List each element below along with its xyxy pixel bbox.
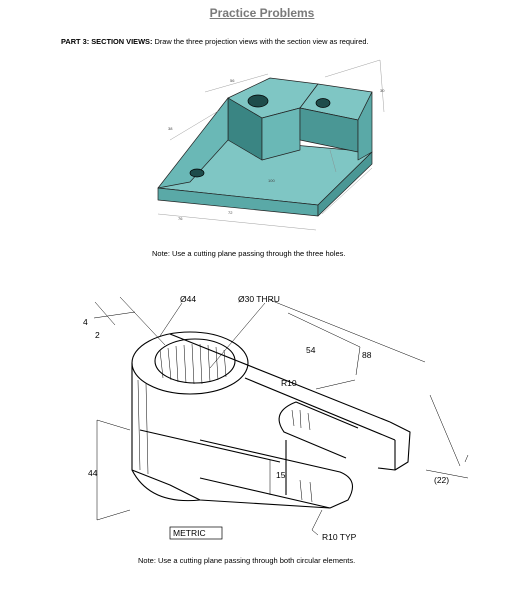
lower-body bbox=[132, 470, 330, 508]
dim-15: 15 bbox=[276, 470, 286, 480]
dim-54: 54 bbox=[306, 345, 316, 355]
figure-1-note: Note: Use a cutting plane passing through the three holes. bbox=[152, 249, 346, 258]
arm-end bbox=[378, 422, 410, 470]
dim-22: (22) bbox=[434, 475, 450, 485]
arm-top-edge-2 bbox=[245, 378, 395, 440]
dim-r10-typ: R10 TYP bbox=[322, 532, 357, 542]
figure-2-note: Note: Use a cutting plane passing through both circular elements. bbox=[138, 556, 356, 565]
dim-4: 4 bbox=[83, 317, 88, 327]
metric-label: METRIC bbox=[173, 528, 206, 538]
fig1-dim-30: 30 bbox=[380, 88, 385, 93]
dim-44: 44 bbox=[88, 468, 98, 478]
dim-dia-44: Ø44 bbox=[180, 294, 197, 304]
fig1-dim-38: 38 bbox=[168, 126, 173, 131]
dim-88: 88 bbox=[362, 350, 372, 360]
dim-2: 2 bbox=[95, 330, 100, 340]
part-instruction: Draw the three projection views with the section view as required. bbox=[154, 37, 369, 46]
fig1-dim-100: 100 bbox=[268, 178, 275, 183]
part-label: PART 3: SECTION VIEWS: bbox=[61, 37, 153, 46]
fig1-dim-76: 76 bbox=[178, 216, 183, 221]
dim-r10: R10 bbox=[281, 378, 297, 388]
fig1-dim-72: 72 bbox=[228, 210, 233, 215]
slot-outline bbox=[279, 402, 358, 458]
fig1-dim-56: 56 bbox=[230, 78, 235, 83]
dim-dia-30-thru: Ø30 THRU bbox=[238, 294, 280, 304]
page-title: Practice Problems bbox=[209, 6, 315, 20]
boss-hole bbox=[155, 339, 235, 383]
boss-side bbox=[132, 363, 200, 501]
